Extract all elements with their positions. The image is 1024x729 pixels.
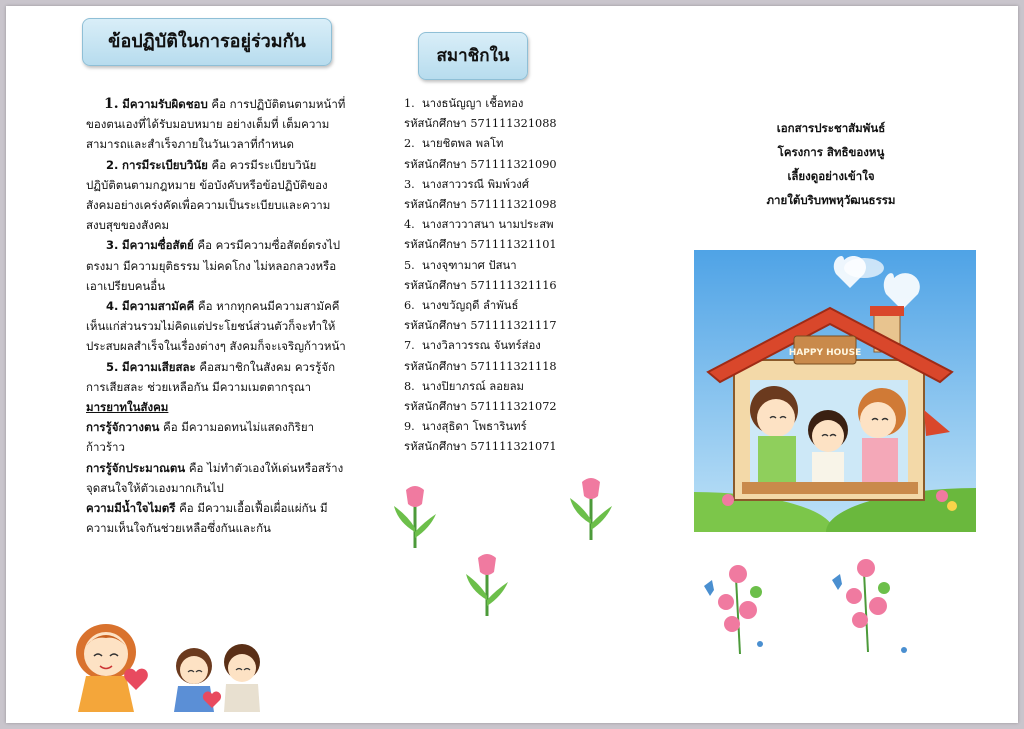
rule-item-1: 1. มีความรับผิดชอบ คือ การปฏิบัติตนตามหน้าที่ของตนเองที่ได้รับมอบหมาย อย่างเต็มที่ เต็มความสามารถและสำเร็จภายในวันเวลาที่กำหนด <box>86 96 346 152</box>
manners-item-1: การรู้จักวางตน คือ มีความอดทนไม่แสดงกิริยาก้าวร้าว <box>86 420 315 455</box>
member-item: 9. นางสุธิดา โพธารินทร์ <box>404 420 527 434</box>
members-title: สมาชิกใน <box>418 32 528 80</box>
document-page <box>6 6 1018 723</box>
happy-house-illustration <box>694 250 976 532</box>
member-id: รหัสนักศึกษา 571111321116 <box>404 278 557 292</box>
rule-term: มีความรับผิดชอบ <box>122 97 208 111</box>
member-item: 8. นางปิยาภรณ์ ลอยลม <box>404 379 524 393</box>
member-id: รหัสนักศึกษา 571111321088 <box>404 117 557 131</box>
member-item: 6. นางขวัญฤดี ลำพันธ์ <box>404 299 519 313</box>
children-illustration <box>64 614 274 714</box>
rule-item-5: 5. มีความเสียสละ คือสมาชิกในสังคม ควรรู้จักการเสียสละ ช่วยเหลือกัน มีความเมตตากรุณา <box>86 359 336 394</box>
manners-term: การรู้จักวางตน <box>86 420 160 435</box>
cover-line: เลี้ยงดูอย่างเข้าใจ <box>787 169 875 183</box>
rule-term: มีความซื่อสัตย์ <box>122 238 194 253</box>
rose-butterfly-decoration <box>824 552 914 658</box>
rule-item-3: 3. มีความซื่อสัตย์ คือ ควรมีความซื่อสัตย์ตรงไปตรงมา มีความยุติธรรม ไม่คดโกง ไม่หลอกลวงหรือเอาเปรียบคนอื่น <box>86 238 341 293</box>
cover-line: เอกสารประชาสัมพันธ์ <box>776 121 886 135</box>
rule-term: การมีระเบียบวินัย <box>122 157 208 172</box>
rule-term: มีความสามัคคี <box>122 299 195 314</box>
member-item: 1. นางธนัญญา เชื้อทอง <box>404 97 524 110</box>
rose-butterfly-decoration <box>696 558 786 658</box>
manners-item-3: ความมีน้ำใจไมตรี คือ มีความเอื้อเฟื้อเผื่อแผ่กัน มีความเห็นใจกันช่วยเหลือซึ่งกันและกัน <box>86 501 328 536</box>
house-sign-text: HAPPY HOUSE <box>788 348 862 358</box>
rules-title: ข้อปฏิบัติในการอยู่ร่วมกัน <box>82 18 332 66</box>
member-id: รหัสนักศึกษา 571111321098 <box>404 198 557 212</box>
tulip-decoration <box>462 550 512 618</box>
manners-item-2: การรู้จักประมาณตน คือ ไม่ทำตัวเองให้เด่นหรือสร้างจุดสนใจให้ตัวเองมากเกินไป <box>86 460 344 495</box>
rule-item-2: 2. การมีระเบียบวินัย คือ ควรมีระเบียบวินัย ปฏิบัติตนตามกฎหมาย ข้อบังคับหรือข้อปฏิบัติของสังคมอย่างเคร่งคัดเพื่อความเป็นระเบียบและความสงบสุขของสังคม <box>86 157 331 233</box>
rules-text <box>86 94 348 538</box>
member-item: 5. นางจุฑามาศ ปัสนา <box>404 258 517 272</box>
member-id: รหัสนักศึกษา 571111321090 <box>404 157 557 171</box>
cover-line: ภายใต้บริบทพหุวัฒนธรรม <box>766 193 896 207</box>
member-id: รหัสนักศึกษา 571111321071 <box>404 440 557 454</box>
rule-term: มีความเสียสละ <box>122 359 196 374</box>
member-id: รหัสนักศึกษา 571111321072 <box>404 400 557 414</box>
rule-item-4: 4. มีความสามัคคี คือ หากทุกคนมีความสามัคคี เห็นแก่ส่วนรวมไม่คิดแต่ประโยชน์ส่วนตัวก็จะทำให้ประสบผลสำเร็จในเรื่องต่างๆ สังคมก็จะเจริญก้าวหน้า <box>86 299 346 354</box>
member-id: รหัสนักศึกษา 571111321118 <box>404 359 557 373</box>
members-list <box>404 94 594 458</box>
tulip-decoration <box>566 474 616 542</box>
tulip-decoration <box>390 482 440 550</box>
cover-title-block <box>706 116 956 212</box>
cover-line: โครงการ สิทธิของหนู <box>777 145 885 159</box>
member-item: 3. นางสาววรณี พิมพ์วงศ์ <box>404 177 529 191</box>
member-id: รหัสนักศึกษา 571111321101 <box>404 238 557 252</box>
member-item: 7. นางวิลาวรรณ จันทร์ส่อง <box>404 339 541 353</box>
member-item: 2. นายชิตพล พลโท <box>404 137 504 151</box>
member-id: รหัสนักศึกษา 571111321117 <box>404 319 557 333</box>
member-item: 4. นางสาววาสนา นามประสพ <box>404 218 554 232</box>
manners-term: การรู้จักประมาณตน <box>86 460 186 475</box>
manners-term: ความมีน้ำใจไมตรี <box>86 501 176 516</box>
manners-heading: มารยาทในสังคม <box>86 400 169 415</box>
